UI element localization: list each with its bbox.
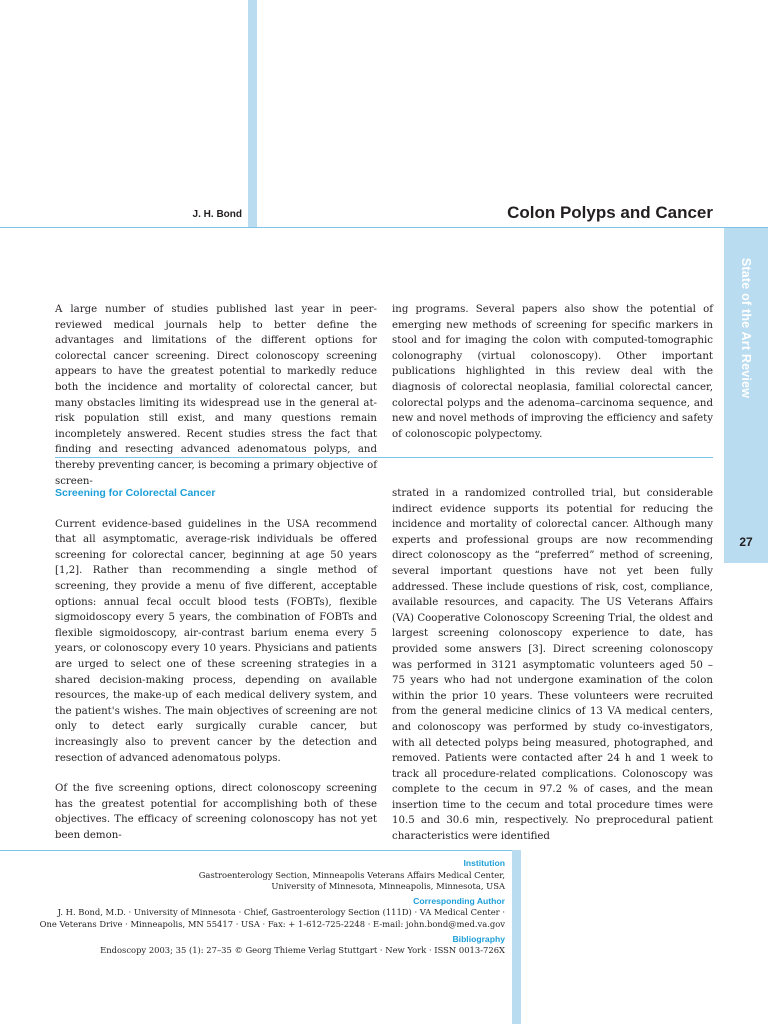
body-right-column: strated in a randomized controlled trial, but considerable indirect evidence supports its potential for reducing the incidence and mortality of colorectal cancer. Although many experts and professional groups are now recommending direct colonoscopy as the “preferred” method of screening, several important questions have not yet been fully addressed. These include questions of risk, cost, compliance, available resources, and capacity. The US Veterans Affairs (VA) Cooperative Colonoscopy Screening Trial, the oldest and largest screening colonoscopy experience to date, has provided some answers [3]. Direct screening colonoscopy was performed in 3121 asymptomatic volunteers aged 50 – 75 years who had not undergone examination of the colon within the prior 10 years. These volunteers were recruited from the general medicine clinics of 13 VA medical centers, and colonoscopy was performed by study co-investigators, with all detected polyps being measured, photographed, and removed. Patients were contacted after 24 h and 1 week to track all procedure-related complications. Colonoscopy was complete to the cecum in 97.2 % of cases, and the mean insertion time to the cecum and total procedure times were 10.5 and 30.6 min, respectively. No preprocedural patient characteristics were identified	[392, 488, 713, 843]
bibliography-block	[20, 934, 505, 957]
author-name: J. H. Bond	[192, 209, 242, 220]
body-left-column	[55, 486, 377, 858]
footer-accent-bar	[512, 850, 521, 1024]
corresponding-author-line: J. H. Bond, M.D. · University of Minnesota · Chief, Gastroenterology Section (111D) · VA Medical Center ·	[57, 907, 505, 918]
body-paragraph: Of the five screening options, direct colonoscopy screening has the greatest potential for accomplishing both of these objectives. The efficacy of screening colonoscopy has not yet been demon-	[55, 783, 377, 841]
abstract-right-column: ing programs. Several papers also show the potential of emerging new methods of screening for specific markers in stool and for imaging the colon with computed-tomographic colonography (virtual colonoscopy). Other important publications highlighted in this review deal with the diagnosis of colorectal neoplasia, familial colorectal cancer, colorectal polyps and the adenoma–carcinoma sequence, and new and novel methods of improving the efficiency and safety of colonoscopic polypectomy.	[392, 304, 713, 440]
institution-line: University of Minnesota, Minneapolis, Minnesota, USA	[271, 881, 505, 892]
page-number: 27	[739, 535, 753, 549]
footer-info	[20, 858, 505, 960]
abstract-left-column: A large number of studies published last year in peer-reviewed medical journals help to better define the advantages and limitations of the different options for colorectal cancer screening. Direct colonoscopy screening appears to have the greatest potential to markedly reduce both the incidence and mortality of colorectal cancer, but many obstacles limiting its widespread use in the general at-risk population still exist, and many questions remain incompletely answered. Recent studies stress the fact that finding and resecting advanced adenomatous polyps, and thereby preventing cancer, is becoming a primary objective of screen-	[55, 304, 377, 487]
bibliography-label: Bibliography	[452, 933, 505, 944]
corresponding-author-block	[20, 896, 505, 931]
institution-line: Gastroenterology Section, Minneapolis Veterans Affairs Medical Center,	[198, 869, 505, 880]
section-heading: Screening for Colorectal Cancer	[55, 487, 216, 499]
corresponding-author-line: One Veterans Drive · Minneapolis, MN 55417 · USA · Fax: + 1-612-725-2248 · E-mail: john.bond@med.va.gov	[39, 918, 505, 929]
body-paragraph: Current evidence-based guidelines in the USA recommend that all asymptomatic, average-risk individuals be offered screening for colorectal cancer, beginning at age 50 years [1,2]. Rather than recommending a single method of screening, they provide a menu of five different, acceptable options: annual fecal occult blood tests (FOBTs), flexible sigmoidoscopy every 5 years, the combination of FOBTs and flexible sigmoidoscopy, air-contrast barium enema every 5 years, or colonoscopy every 10 years. Physicians and patients are urged to select one of these screening strategies in a shared decision-making process, depending on available resources, the make-up of each medical delivery system, and the patient's wishes. The main objectives of screening are not only to detect early surgically curable cancer, but increasingly also to prevent cancer by the detection and resection of advanced adenomatous polyps.	[55, 518, 377, 764]
side-tab-label-wrap	[724, 228, 768, 428]
abstract-divider	[55, 457, 713, 458]
header-accent-bar	[248, 0, 257, 228]
article-title: Colon Polyps and Cancer	[507, 203, 713, 222]
institution-label: Institution	[463, 858, 505, 868]
institution-block	[20, 858, 505, 893]
side-tab-label: State of the Art Review	[739, 257, 753, 399]
header-divider	[0, 227, 768, 228]
footer-divider	[0, 850, 512, 851]
corresponding-author-label: Corresponding Author	[413, 895, 505, 906]
bibliography-line: Endoscopy 2003; 35 (1): 27–35 © Georg Thieme Verlag Stuttgart · New York · ISSN 0013-726X	[100, 945, 505, 956]
